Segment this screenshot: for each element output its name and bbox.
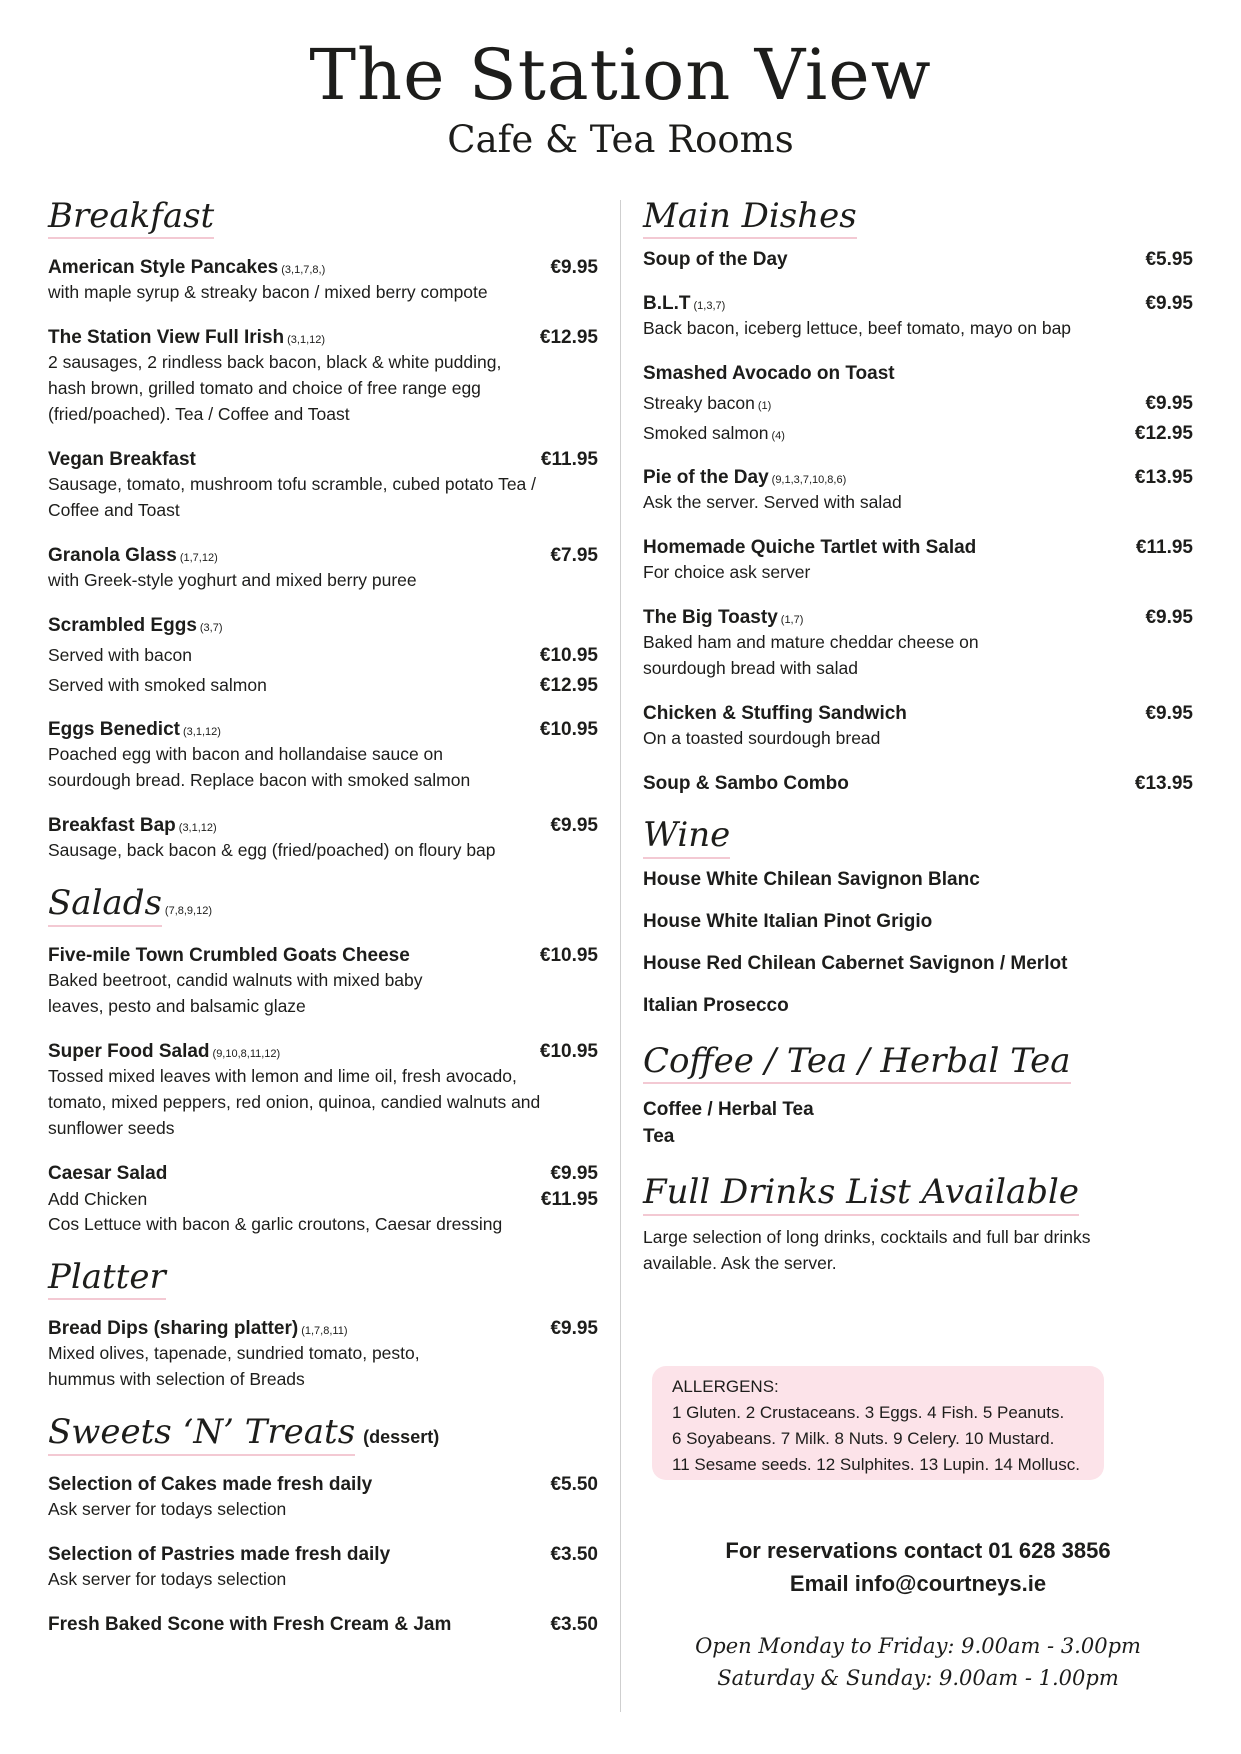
item-option [643,393,1193,415]
mains-heading [643,198,1193,239]
item-name: Breakfast Bap [48,815,176,837]
item-name: The Big Toasty [643,607,778,629]
option-label: Smoked salmon [643,423,769,444]
left-column [48,198,598,1658]
salads-heading [48,885,598,926]
menu-item [48,1614,598,1636]
option-price: €11.95 [540,1188,598,1210]
menu-item [48,545,598,593]
item-option [643,423,1193,445]
option-label: Served with smoked salmon [48,675,267,696]
option-price: €12.95 [1134,423,1193,445]
item-price: €7.95 [550,545,598,567]
allergens-box [652,1366,1104,1480]
wine-item: House White Italian Pinot Grigio [643,910,933,932]
option-price: €10.95 [539,645,598,667]
item-price: €9.95 [550,257,598,279]
menu-item [643,703,1193,751]
wine-item: House White Chilean Savignon Blanc [643,868,980,890]
item-description: Sausage, back bacon & egg (fried/poached) on floury bap [48,840,496,861]
menu-item [48,1041,598,1141]
item-price: €9.95 [1145,607,1193,629]
item-price: €9.95 [550,815,598,837]
item-allergens: (9,10,8,11,12) [212,1047,281,1060]
allergens-heading: ALLERGENS: [672,1377,779,1396]
item-allergens: (1,7,8,11) [301,1325,348,1338]
item-description: with Greek-style yoghurt and mixed berry puree [48,570,417,591]
item-name: Five-mile Town Crumbled Goats Cheese [48,944,410,966]
item-description: with maple syrup & streaky bacon / mixed berry compote [48,282,488,303]
item-description: Sausage, tomato, mushroom tofu scramble, cubed potato Tea / Coffee and Toast [48,474,537,521]
menu-item [48,615,598,697]
drinks-heading [643,1174,1193,1215]
section-title: Sweets ‘N’ Treats [48,1414,355,1455]
coffee-item: Coffee / Herbal Tea [643,1099,814,1121]
section-title: Breakfast [48,198,214,239]
item-description: For choice ask server [643,562,811,583]
item-name: B.L.T [643,293,691,315]
hours-weekend: Saturday & Sunday: 9.00am - 1.00pm [717,1666,1119,1690]
item-price: €9.95 [1145,703,1193,725]
item-allergens: (3,7) [199,622,223,635]
item-name: Granola Glass [48,545,177,567]
item-price: €3.50 [550,1543,598,1565]
menu-item [48,1474,598,1522]
allergens-line: 11 Sesame seeds. 12 Sulphites. 13 Lupin. 14 Mollusc. [672,1455,1080,1474]
section-title: Salads [48,885,162,926]
item-description: Ask the server. Served with salad [643,492,902,513]
item-name: Smashed Avocado on Toast [643,363,895,385]
menu-item [643,293,1193,341]
item-price: €5.50 [550,1473,598,1495]
wine-item: House Red Chilean Cabernet Savignon / Merlot [643,952,1068,974]
item-price: €5.95 [1145,249,1193,271]
breakfast-heading [48,198,598,239]
item-allergens: (1,7,12) [179,552,218,565]
menu-item [48,815,598,863]
item-name: Pie of the Day [643,467,769,489]
option-label: Add Chicken [48,1188,148,1209]
option-allergens: (4) [771,430,785,443]
menu-item [48,1544,598,1592]
item-price: €11.95 [540,449,598,471]
item-description: Baked ham and mature cheddar cheese on sourdough bread with salad [643,632,979,679]
item-price: €10.95 [539,719,598,741]
item-name: Soup & Sambo Combo [643,773,849,795]
item-name: Scrambled Eggs [48,615,197,637]
item-price: €10.95 [539,944,598,966]
allergens-line: 1 Gluten. 2 Crustaceans. 3 Eggs. 4 Fish. 5 Peanuts. [672,1403,1065,1422]
item-price: €3.50 [550,1613,598,1635]
option-label: Streaky bacon [643,393,755,414]
item-name: Fresh Baked Scone with Fresh Cream & Jam [48,1613,452,1635]
right-column [643,198,1193,1276]
item-description: 2 sausages, 2 rindless back bacon, black & white pudding, hash brown, grilled tomato and choice of free range egg (fried/poached). Tea / Coffee and Toast [48,352,502,425]
menu-item [48,945,598,1019]
section-aside: (dessert) [363,1427,440,1448]
item-price: €9.95 [550,1318,598,1340]
item-allergens: (1,3,7) [693,300,726,313]
item-description: Poached egg with bacon and hollandaise sauce on sourdough bread. Replace bacon with smoked salmon [48,744,471,791]
option-price: €9.95 [1145,393,1193,415]
section-title: Full Drinks List Available [643,1174,1079,1215]
option-allergens: (1) [757,400,772,413]
item-description: Ask server for todays selection [48,1498,287,1519]
item-description: Ask server for todays selection [48,1568,287,1589]
menu-item [48,449,598,523]
allergens-line: 6 Soyabeans. 7 Milk. 8 Nuts. 9 Celery. 10 Mustard. [672,1429,1055,1448]
item-price: €10.95 [539,1040,598,1062]
platter-heading [48,1256,598,1300]
menu-item [643,607,1193,681]
coffee-item: Tea [643,1126,675,1148]
menu-item [643,467,1193,515]
section-title: Platter [48,1259,166,1300]
item-price: €12.95 [539,327,598,349]
item-name: Vegan Breakfast [48,449,196,471]
menu-item [643,249,1193,271]
menu-title: The Station View [309,34,932,116]
item-allergens: (1,7) [780,614,804,627]
item-price: €9.95 [550,1162,598,1184]
section-title: Coffee / Tea / Herbal Tea [643,1043,1071,1084]
item-allergens: (3,1,7,8,) [281,264,326,277]
item-description: On a toasted sourdough bread [643,728,881,749]
item-name: Caesar Salad [48,1162,168,1184]
item-description: Baked beetroot, candid walnuts with mixed baby leaves, pesto and balsamic glaze [48,969,423,1016]
item-price: €13.95 [1134,467,1193,489]
item-allergens: (3,1,12) [178,822,217,835]
reservations-contact: For reservations contact 01 628 3856 [725,1538,1111,1563]
option-price: €12.95 [539,675,598,697]
item-description: Tossed mixed leaves with lemon and lime oil, fresh avocado, tomato, mixed peppers, red onion, quinoa, candied walnuts and sunflower seeds [48,1065,541,1138]
hours-weekdays: Open Monday to Friday: 9.00am - 3.00pm [695,1634,1141,1658]
item-name: Bread Dips (sharing platter) [48,1318,299,1340]
column-divider [620,200,621,1712]
menu-item [643,537,1193,585]
item-name: The Station View Full Irish [48,327,285,349]
item-description: Mixed olives, tapenade, sundried tomato, pesto, hummus with selection of Breads [48,1343,420,1390]
menu-item [48,719,598,793]
item-name: Eggs Benedict [48,719,180,741]
item-name: Chicken & Stuffing Sandwich [643,703,907,725]
wine-item: Italian Prosecco [643,994,789,1016]
item-name: Homemade Quiche Tartlet with Salad [643,537,977,559]
menu-item [643,773,1193,795]
menu-item [48,1163,598,1237]
item-price: €9.95 [1145,293,1193,315]
item-name: Soup of the Day [643,249,788,271]
item-description: Cos Lettuce with bacon & garlic croutons, Caesar dressing [48,1213,503,1234]
item-option [48,1189,598,1211]
item-option [48,675,598,697]
email-contact: Email info@courtneys.ie [789,1571,1047,1596]
item-name: American Style Pancakes [48,257,279,279]
menu-item [48,257,598,305]
item-name: Super Food Salad [48,1040,210,1062]
menu-subtitle: Cafe & Tea Rooms [447,118,794,161]
section-allergens: (7,8,9,12) [164,905,213,918]
section-title: Wine [643,817,730,858]
item-allergens: (3,1,12) [287,334,326,347]
menu-item [643,363,1193,445]
item-name: Selection of Cakes made fresh daily [48,1473,373,1495]
option-label: Served with bacon [48,645,192,666]
section-title: Main Dishes [643,198,857,239]
item-price: €11.95 [1135,537,1193,559]
drinks-description: Large selection of long drinks, cocktails and full bar drinks available. Ask the server. [643,1226,1091,1273]
item-allergens: (3,1,12) [182,726,221,739]
item-price: €13.95 [1134,773,1193,795]
menu-item [48,327,598,427]
item-name: Selection of Pastries made fresh daily [48,1543,391,1565]
item-option [48,645,598,667]
menu-item [48,1318,598,1392]
wine-heading [643,817,1193,858]
coffee-heading [643,1040,1193,1084]
item-allergens: (9,1,3,7,10,8,6) [771,474,847,487]
sweets-heading [48,1414,598,1455]
item-description: Back bacon, iceberg lettuce, beef tomato, mayo on bap [643,318,1072,339]
